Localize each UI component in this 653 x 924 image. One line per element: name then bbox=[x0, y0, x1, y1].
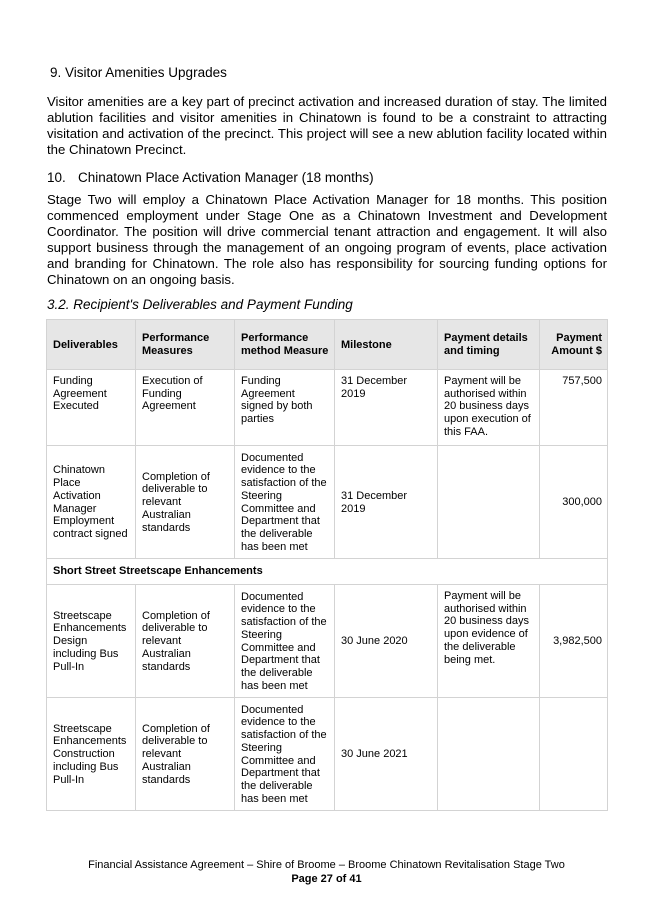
cell-deliverable: Funding Agreement Executed bbox=[47, 370, 136, 446]
header-performance-measures: Performance Measures bbox=[136, 320, 235, 370]
header-payment-details: Payment details and timing bbox=[438, 320, 540, 370]
table-row bbox=[47, 585, 608, 698]
table-header-row bbox=[47, 320, 608, 370]
cell-payment-details bbox=[438, 446, 540, 559]
group-label: Short Street Streetscape Enhancements bbox=[47, 559, 608, 585]
cell-method: Documented evidence to the satisfaction of the Steering Committee and Department that the deliverable has been met bbox=[235, 698, 335, 811]
cell-method: Documented evidence to the satisfaction of the Steering Committee and Department that the deliverable has been met bbox=[235, 585, 335, 698]
cell-measure: Completion of deliverable to relevant Australian standards bbox=[136, 698, 235, 811]
cell-amount: 3,982,500 bbox=[540, 585, 608, 698]
item-10-title: Chinatown Place Activation Manager (18 months) bbox=[78, 170, 374, 185]
cell-payment-details: Payment will be authorised within 20 business days upon evidence of the deliverable being met. bbox=[438, 585, 540, 698]
cell-method: Documented evidence to the satisfaction of the Steering Committee and Department that the deliverable has been met bbox=[235, 446, 335, 559]
header-payment-amount: Payment Amount $ bbox=[540, 320, 608, 370]
cell-measure: Execution of Funding Agreement bbox=[136, 370, 235, 446]
item-10-number: 10. bbox=[47, 170, 66, 185]
cell-amount: 300,000 bbox=[540, 446, 608, 559]
table-row bbox=[47, 370, 608, 446]
item-10-heading bbox=[47, 170, 374, 185]
header-performance-method: Performance method Measure bbox=[235, 320, 335, 370]
cell-milestone: 30 June 2020 bbox=[335, 585, 438, 698]
footer-title: Financial Assistance Agreement – Shire of Broome – Broome Chinatown Revitalisation Stage Two bbox=[88, 859, 565, 871]
cell-amount: 757,500 bbox=[540, 370, 608, 446]
cell-measure: Completion of deliverable to relevant Australian standards bbox=[136, 585, 235, 698]
cell-payment-details bbox=[438, 698, 540, 811]
item-9-paragraph: Visitor amenities are a key part of precinct activation and increased duration of stay. The limited ablution facilities and visitor amenities in Chinatown is found to be a constraint to attracting visitation and activation of the precinct. This project will see a new ablution facility located within the Chinatown Precinct. bbox=[47, 94, 607, 157]
cell-deliverable: Streetscape Enhancements Design including Bus Pull-In bbox=[47, 585, 136, 698]
table-row bbox=[47, 698, 608, 811]
item-9-heading: 9. Visitor Amenities Upgrades bbox=[50, 65, 227, 80]
cell-milestone: 31 December 2019 bbox=[335, 446, 438, 559]
cell-deliverable: Streetscape Enhancements Construction including Bus Pull-In bbox=[47, 698, 136, 811]
cell-milestone: 31 December 2019 bbox=[335, 370, 438, 446]
cell-deliverable: Chinatown Place Activation Manager Employment contract signed bbox=[47, 446, 136, 559]
page-footer bbox=[0, 858, 653, 886]
table-group-row bbox=[47, 559, 608, 585]
header-milestone: Milestone bbox=[335, 320, 438, 370]
cell-measure: Completion of deliverable to relevant Australian standards bbox=[136, 446, 235, 559]
cell-milestone: 30 June 2021 bbox=[335, 698, 438, 811]
item-10-paragraph: Stage Two will employ a Chinatown Place Activation Manager for 18 months. This position commenced employment under Stage One as a Chinatown Investment and Development Coordinator. The position will drive commercial tenant attraction and engagement. It will also support business through the management of an ongoing program of events, place activation and branding for Chinatown. The role also has responsibility for sourcing funding options for Chinatown on an ongoing basis. bbox=[47, 192, 607, 287]
table-row bbox=[47, 446, 608, 559]
cell-method: Funding Agreement signed by both parties bbox=[235, 370, 335, 446]
cell-payment-details: Payment will be authorised within 20 business days upon execution of this FAA. bbox=[438, 370, 540, 446]
deliverables-table bbox=[46, 319, 608, 811]
page-number: Page 27 of 41 bbox=[291, 873, 362, 885]
header-deliverables: Deliverables bbox=[47, 320, 136, 370]
section-title: 3.2. Recipient's Deliverables and Payment Funding bbox=[47, 297, 353, 312]
cell-amount bbox=[540, 698, 608, 811]
